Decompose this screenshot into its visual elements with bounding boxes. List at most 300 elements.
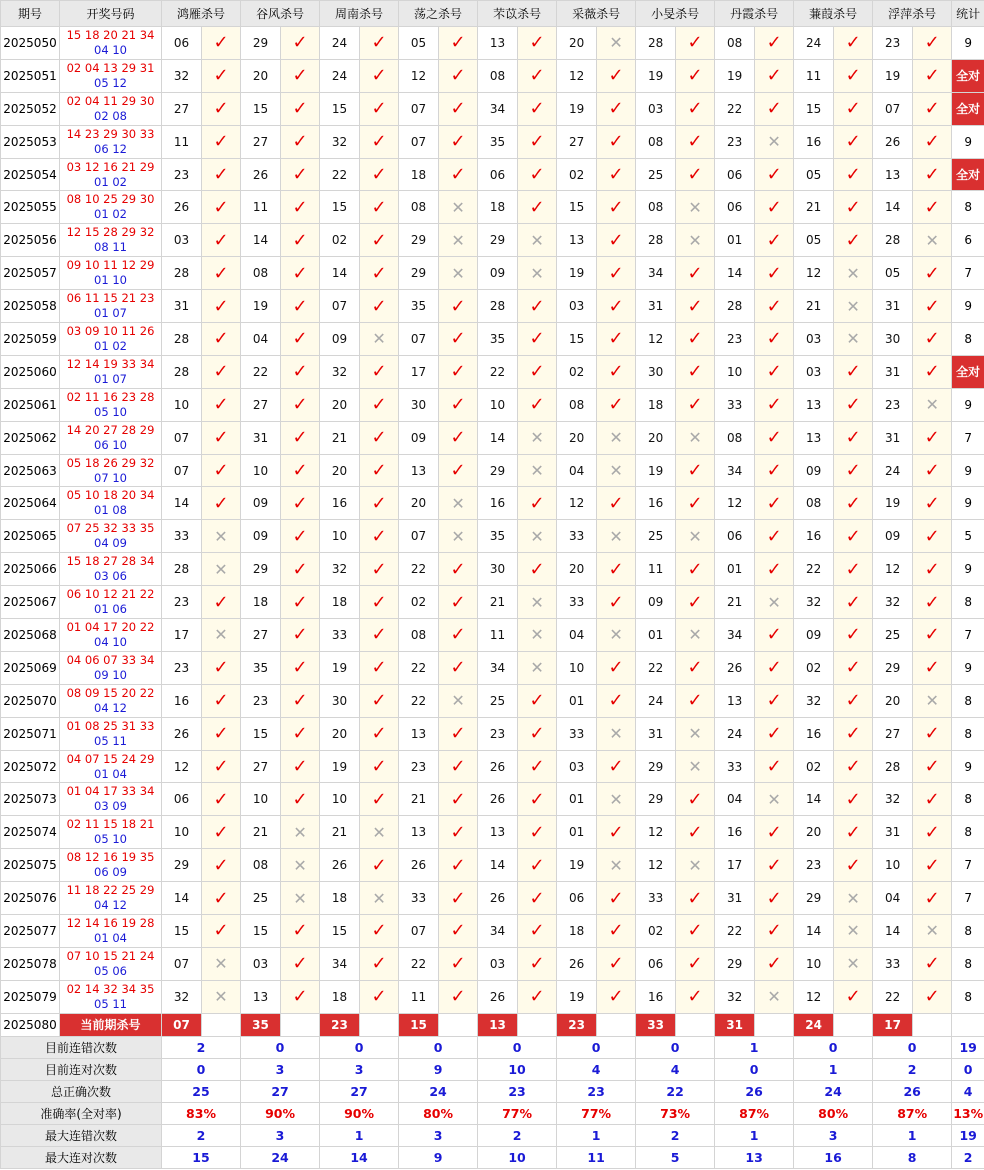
period-cell: 2025060: [1, 355, 60, 388]
kill-number-cell: 14: [794, 915, 834, 948]
kill-number-cell: 14: [241, 224, 281, 257]
check-icon: ✓: [834, 454, 873, 487]
kill-number-cell: 16: [794, 717, 834, 750]
kill-number-cell: 21: [320, 421, 360, 454]
kill-number-cell: 26: [557, 947, 597, 980]
period-cell: 2025061: [1, 388, 60, 421]
check-icon: ✓: [913, 651, 952, 684]
check-icon: ✓: [755, 191, 794, 224]
check-icon: ✓: [834, 980, 873, 1013]
kill-number-cell: 23: [162, 651, 202, 684]
check-icon: ✓: [439, 290, 478, 323]
kill-number-cell: 28: [636, 224, 676, 257]
stats-value: 26: [715, 1080, 794, 1102]
check-icon: ✓: [597, 257, 636, 290]
current-empty-cell: [360, 1013, 399, 1036]
back-numbers: 02 08: [94, 108, 127, 123]
period-cell: 2025071: [1, 717, 60, 750]
check-icon: ✓: [439, 355, 478, 388]
results-body: [1, 27, 984, 1014]
period-cell: 2025065: [1, 520, 60, 553]
kill-number-cell: 18: [636, 388, 676, 421]
kill-number-cell: 33: [715, 388, 755, 421]
check-icon: ✓: [676, 388, 715, 421]
period-cell: 2025072: [1, 750, 60, 783]
check-icon: ✓: [360, 191, 399, 224]
check-icon: ✓: [439, 947, 478, 980]
check-icon: ✓: [439, 816, 478, 849]
check-icon: ✓: [755, 323, 794, 356]
check-icon: ✓: [360, 454, 399, 487]
kill-number-cell: 22: [399, 651, 439, 684]
check-icon: ✓: [439, 158, 478, 191]
check-icon: ✓: [202, 915, 241, 948]
stats-value: 9: [399, 1058, 478, 1080]
check-icon: ✓: [834, 750, 873, 783]
kill-number-cell: 32: [794, 586, 834, 619]
kill-number-cell: 27: [241, 750, 281, 783]
check-icon: ✓: [202, 158, 241, 191]
draw-numbers-cell: [60, 783, 162, 816]
kill-number-cell: 20: [399, 487, 439, 520]
check-icon: ✓: [755, 290, 794, 323]
stats-total: 4: [952, 1080, 984, 1102]
period-cell: 2025064: [1, 487, 60, 520]
check-icon: ✓: [834, 816, 873, 849]
kill-number-cell: 10: [794, 947, 834, 980]
kill-number-cell: 31: [636, 717, 676, 750]
count-cell: 9: [952, 388, 984, 421]
kill-number-cell: 10: [162, 816, 202, 849]
kill-number-cell: 06: [478, 158, 518, 191]
check-icon: ✓: [755, 158, 794, 191]
check-icon: ✓: [597, 92, 636, 125]
kill-number-cell: 32: [873, 783, 913, 816]
kill-number-cell: 12: [636, 816, 676, 849]
check-icon: ✓: [755, 717, 794, 750]
stats-label: 最大连对次数: [1, 1146, 162, 1168]
front-numbers: 04 06 07 33 34: [66, 652, 155, 667]
header-expert: 芣苡杀号: [478, 1, 557, 27]
cross-icon: ✕: [676, 421, 715, 454]
period-cell: 2025067: [1, 586, 60, 619]
kill-number-cell: 07: [162, 947, 202, 980]
stats-value: 10: [478, 1058, 557, 1080]
check-icon: ✓: [834, 27, 873, 60]
back-numbers: 05 10: [94, 832, 127, 847]
front-numbers: 02 14 32 34 35: [66, 981, 155, 996]
count-cell: 7: [952, 882, 984, 915]
check-icon: ✓: [202, 651, 241, 684]
kill-number-cell: 23: [715, 125, 755, 158]
period-cell: 2025070: [1, 684, 60, 717]
kill-number-cell: 28: [715, 290, 755, 323]
check-icon: ✓: [281, 224, 320, 257]
count-cell: 7: [952, 421, 984, 454]
kill-number-cell: 12: [636, 323, 676, 356]
kill-number-cell: 31: [873, 290, 913, 323]
kill-number-cell: 02: [557, 355, 597, 388]
kill-number-cell: 13: [478, 816, 518, 849]
stats-value: 0: [794, 1036, 873, 1058]
kill-number-cell: 01: [636, 619, 676, 652]
count-cell: 9: [952, 487, 984, 520]
all-correct-badge: 全对: [952, 355, 984, 388]
count-cell: 8: [952, 323, 984, 356]
draw-numbers-cell: [60, 421, 162, 454]
all-correct-badge: 全对: [952, 158, 984, 191]
back-numbers: 03 06: [94, 569, 127, 584]
kill-number-cell: 33: [636, 882, 676, 915]
kill-number-cell: 34: [478, 651, 518, 684]
stats-label: 总正确次数: [1, 1080, 162, 1102]
kill-number-cell: 27: [241, 619, 281, 652]
table-row: [1, 684, 984, 717]
kill-number-cell: 06: [715, 520, 755, 553]
table-row: [1, 586, 984, 619]
back-numbers: 06 10: [94, 437, 127, 452]
check-icon: ✓: [202, 92, 241, 125]
header-expert: 荡之杀号: [399, 1, 478, 27]
kill-number-cell: 29: [636, 783, 676, 816]
stats-total: 19: [952, 1036, 984, 1058]
check-icon: ✓: [439, 750, 478, 783]
draw-numbers-cell: [60, 323, 162, 356]
check-icon: ✓: [439, 882, 478, 915]
kill-number-cell: 35: [478, 520, 518, 553]
kill-number-cell: 22: [794, 553, 834, 586]
kill-number-cell: 21: [794, 191, 834, 224]
check-icon: ✓: [676, 915, 715, 948]
check-icon: ✓: [597, 125, 636, 158]
check-icon: ✓: [518, 92, 557, 125]
table-row: [1, 191, 984, 224]
check-icon: ✓: [518, 388, 557, 421]
cross-icon: ✕: [518, 520, 557, 553]
kill-number-cell: 14: [162, 882, 202, 915]
kill-number-cell: 07: [320, 290, 360, 323]
check-icon: ✓: [834, 849, 873, 882]
cross-icon: ✕: [202, 520, 241, 553]
kill-number-cell: 10: [557, 651, 597, 684]
kill-number-cell: 07: [399, 323, 439, 356]
period-cell: 2025075: [1, 849, 60, 882]
check-icon: ✓: [755, 651, 794, 684]
check-icon: ✓: [834, 651, 873, 684]
kill-number-cell: 01: [715, 553, 755, 586]
cross-icon: ✕: [597, 520, 636, 553]
stats-value: 1: [715, 1124, 794, 1146]
table-row: [1, 849, 984, 882]
kill-number-cell: 19: [557, 92, 597, 125]
back-numbers: 04 12: [94, 700, 127, 715]
draw-numbers-cell: [60, 388, 162, 421]
kill-number-cell: 14: [873, 191, 913, 224]
cross-icon: ✕: [755, 125, 794, 158]
kill-number-cell: 13: [399, 816, 439, 849]
check-icon: ✓: [913, 816, 952, 849]
kill-number-cell: 32: [873, 586, 913, 619]
kill-number-cell: 28: [162, 553, 202, 586]
check-icon: ✓: [439, 388, 478, 421]
kill-number-cell: 27: [241, 125, 281, 158]
check-icon: ✓: [755, 619, 794, 652]
check-icon: ✓: [360, 651, 399, 684]
kill-number-cell: 25: [636, 158, 676, 191]
kill-number-cell: 15: [241, 717, 281, 750]
front-numbers: 02 11 15 18 21: [66, 817, 155, 832]
kill-number-cell: 16: [162, 684, 202, 717]
cross-icon: ✕: [360, 816, 399, 849]
check-icon: ✓: [913, 355, 952, 388]
stats-value: 80%: [399, 1102, 478, 1124]
kill-number-cell: 17: [715, 849, 755, 882]
period-cell: 2025074: [1, 816, 60, 849]
stats-value: 9: [399, 1146, 478, 1168]
kill-number-cell: 30: [320, 684, 360, 717]
stats-value: 23: [478, 1080, 557, 1102]
kill-number-cell: 13: [557, 224, 597, 257]
kill-number-cell: 02: [399, 586, 439, 619]
stats-total: 2: [952, 1146, 984, 1168]
kill-number-cell: 11: [478, 619, 518, 652]
check-icon: ✓: [360, 27, 399, 60]
cross-icon: ✕: [913, 915, 952, 948]
kill-number-cell: 18: [320, 882, 360, 915]
count-cell: 9: [952, 454, 984, 487]
stats-value: 0: [715, 1058, 794, 1080]
draw-numbers-cell: [60, 816, 162, 849]
check-icon: ✓: [676, 783, 715, 816]
kill-number-cell: 24: [873, 454, 913, 487]
kill-number-cell: 29: [241, 553, 281, 586]
table-row: [1, 27, 984, 60]
cross-icon: ✕: [202, 947, 241, 980]
stats-value: 2: [478, 1124, 557, 1146]
kill-number-cell: 23: [162, 158, 202, 191]
kill-number-cell: 15: [320, 915, 360, 948]
stats-value: 10: [478, 1146, 557, 1168]
check-icon: ✓: [360, 849, 399, 882]
check-icon: ✓: [281, 619, 320, 652]
kill-number-cell: 20: [320, 388, 360, 421]
kill-number-cell: 35: [399, 290, 439, 323]
cross-icon: ✕: [676, 224, 715, 257]
kill-number-cell: 31: [873, 816, 913, 849]
count-cell: 9: [952, 553, 984, 586]
check-icon: ✓: [834, 92, 873, 125]
count-cell: 7: [952, 849, 984, 882]
kill-number-cell: 18: [241, 586, 281, 619]
kill-number-cell: 03: [478, 947, 518, 980]
kill-number-cell: 17: [399, 355, 439, 388]
check-icon: ✓: [360, 520, 399, 553]
back-numbers: 05 11: [94, 733, 127, 748]
check-icon: ✓: [281, 191, 320, 224]
check-icon: ✓: [518, 487, 557, 520]
stats-value: 87%: [873, 1102, 952, 1124]
table-row: [1, 651, 984, 684]
kill-number-cell: 12: [399, 59, 439, 92]
check-icon: ✓: [281, 92, 320, 125]
kill-number-cell: 18: [320, 980, 360, 1013]
count-cell: 8: [952, 717, 984, 750]
stats-value: 83%: [162, 1102, 241, 1124]
check-icon: ✓: [913, 586, 952, 619]
stats-value: 0: [162, 1058, 241, 1080]
stats-total: 13%: [952, 1102, 984, 1124]
check-icon: ✓: [597, 388, 636, 421]
check-icon: ✓: [439, 980, 478, 1013]
stats-value: 0: [478, 1036, 557, 1058]
kill-number-cell: 07: [399, 915, 439, 948]
check-icon: ✓: [755, 27, 794, 60]
cross-icon: ✕: [755, 980, 794, 1013]
cross-icon: ✕: [518, 224, 557, 257]
stats-row: [1, 1102, 984, 1124]
check-icon: ✓: [597, 980, 636, 1013]
front-numbers: 01 04 17 33 34: [66, 784, 155, 799]
check-icon: ✓: [597, 882, 636, 915]
count-cell: 6: [952, 224, 984, 257]
table-row: [1, 224, 984, 257]
back-numbers: 04 10: [94, 42, 127, 57]
check-icon: ✓: [281, 487, 320, 520]
kill-number-cell: 20: [636, 421, 676, 454]
cross-icon: ✕: [676, 750, 715, 783]
kill-number-cell: 26: [478, 980, 518, 1013]
check-icon: ✓: [913, 191, 952, 224]
kill-number-cell: 05: [399, 27, 439, 60]
check-icon: ✓: [755, 947, 794, 980]
cross-icon: ✕: [360, 323, 399, 356]
cross-icon: ✕: [281, 882, 320, 915]
kill-number-cell: 21: [478, 586, 518, 619]
cross-icon: ✕: [518, 586, 557, 619]
current-empty-cell: [676, 1013, 715, 1036]
draw-numbers-cell: [60, 224, 162, 257]
cross-icon: ✕: [518, 651, 557, 684]
front-numbers: 15 18 27 28 34: [66, 554, 155, 569]
kill-number-cell: 14: [162, 487, 202, 520]
kill-number-cell: 12: [794, 980, 834, 1013]
check-icon: ✓: [281, 717, 320, 750]
kill-number-cell: 30: [636, 355, 676, 388]
check-icon: ✓: [281, 290, 320, 323]
stats-value: 2: [636, 1124, 715, 1146]
period-cell: 2025078: [1, 947, 60, 980]
kill-number-cell: 13: [478, 27, 518, 60]
check-icon: ✓: [281, 947, 320, 980]
check-icon: ✓: [913, 421, 952, 454]
draw-numbers-cell: [60, 553, 162, 586]
kill-number-cell: 10: [241, 783, 281, 816]
kill-number-cell: 34: [478, 915, 518, 948]
check-icon: ✓: [913, 323, 952, 356]
check-icon: ✓: [518, 355, 557, 388]
kill-number-cell: 01: [715, 224, 755, 257]
check-icon: ✓: [202, 257, 241, 290]
period-cell: 2025053: [1, 125, 60, 158]
check-icon: ✓: [360, 915, 399, 948]
check-icon: ✓: [281, 257, 320, 290]
kill-number-cell: 12: [636, 849, 676, 882]
table-row: [1, 783, 984, 816]
kill-number-cell: 30: [478, 553, 518, 586]
table-row: [1, 882, 984, 915]
count-cell: 8: [952, 191, 984, 224]
stats-value: 0: [873, 1036, 952, 1058]
kill-number-cell: 14: [320, 257, 360, 290]
check-icon: ✓: [202, 487, 241, 520]
current-empty-cell: [202, 1013, 241, 1036]
current-empty-cell: [281, 1013, 320, 1036]
kill-number-cell: 31: [873, 421, 913, 454]
kill-number-cell: 19: [557, 849, 597, 882]
front-numbers: 12 14 19 33 34: [66, 356, 155, 371]
table-row: [1, 59, 984, 92]
back-numbers: 01 02: [94, 338, 127, 353]
kill-number-cell: 07: [873, 92, 913, 125]
kill-number-cell: 17: [162, 619, 202, 652]
stats-value: 77%: [478, 1102, 557, 1124]
cross-icon: ✕: [834, 947, 873, 980]
check-icon: ✓: [518, 849, 557, 882]
draw-numbers-cell: [60, 290, 162, 323]
check-icon: ✓: [597, 224, 636, 257]
cross-icon: ✕: [676, 520, 715, 553]
kill-number-cell: 03: [794, 323, 834, 356]
kill-number-cell: 29: [399, 257, 439, 290]
check-icon: ✓: [439, 651, 478, 684]
period-cell: 2025062: [1, 421, 60, 454]
draw-numbers-cell: [60, 717, 162, 750]
kill-number-cell: 15: [241, 915, 281, 948]
check-icon: ✓: [202, 224, 241, 257]
kill-number-cell: 31: [241, 421, 281, 454]
check-icon: ✓: [439, 125, 478, 158]
check-icon: ✓: [834, 158, 873, 191]
check-icon: ✓: [676, 158, 715, 191]
check-icon: ✓: [518, 59, 557, 92]
period-cell: 2025063: [1, 454, 60, 487]
stats-value: 11: [557, 1146, 636, 1168]
kill-number-cell: 15: [241, 92, 281, 125]
check-icon: ✓: [597, 158, 636, 191]
kill-number-cell: 15: [557, 191, 597, 224]
kill-number-cell: 22: [478, 355, 518, 388]
kill-number-cell: 23: [873, 27, 913, 60]
check-icon: ✓: [518, 717, 557, 750]
cross-icon: ✕: [439, 520, 478, 553]
kill-number-cell: 20: [794, 816, 834, 849]
kill-number-cell: 11: [794, 59, 834, 92]
period-cell: 2025066: [1, 553, 60, 586]
cross-icon: ✕: [755, 586, 794, 619]
current-kill-number: 23: [320, 1013, 360, 1036]
stats-value: 24: [241, 1146, 320, 1168]
draw-numbers-cell: [60, 257, 162, 290]
kill-number-cell: 14: [873, 915, 913, 948]
check-icon: ✓: [755, 59, 794, 92]
check-icon: ✓: [676, 355, 715, 388]
cross-icon: ✕: [676, 849, 715, 882]
stats-value: 3: [241, 1058, 320, 1080]
current-period: 2025080: [1, 1013, 60, 1036]
check-icon: ✓: [360, 783, 399, 816]
kill-number-cell: 27: [241, 388, 281, 421]
kill-number-cell: 15: [794, 92, 834, 125]
